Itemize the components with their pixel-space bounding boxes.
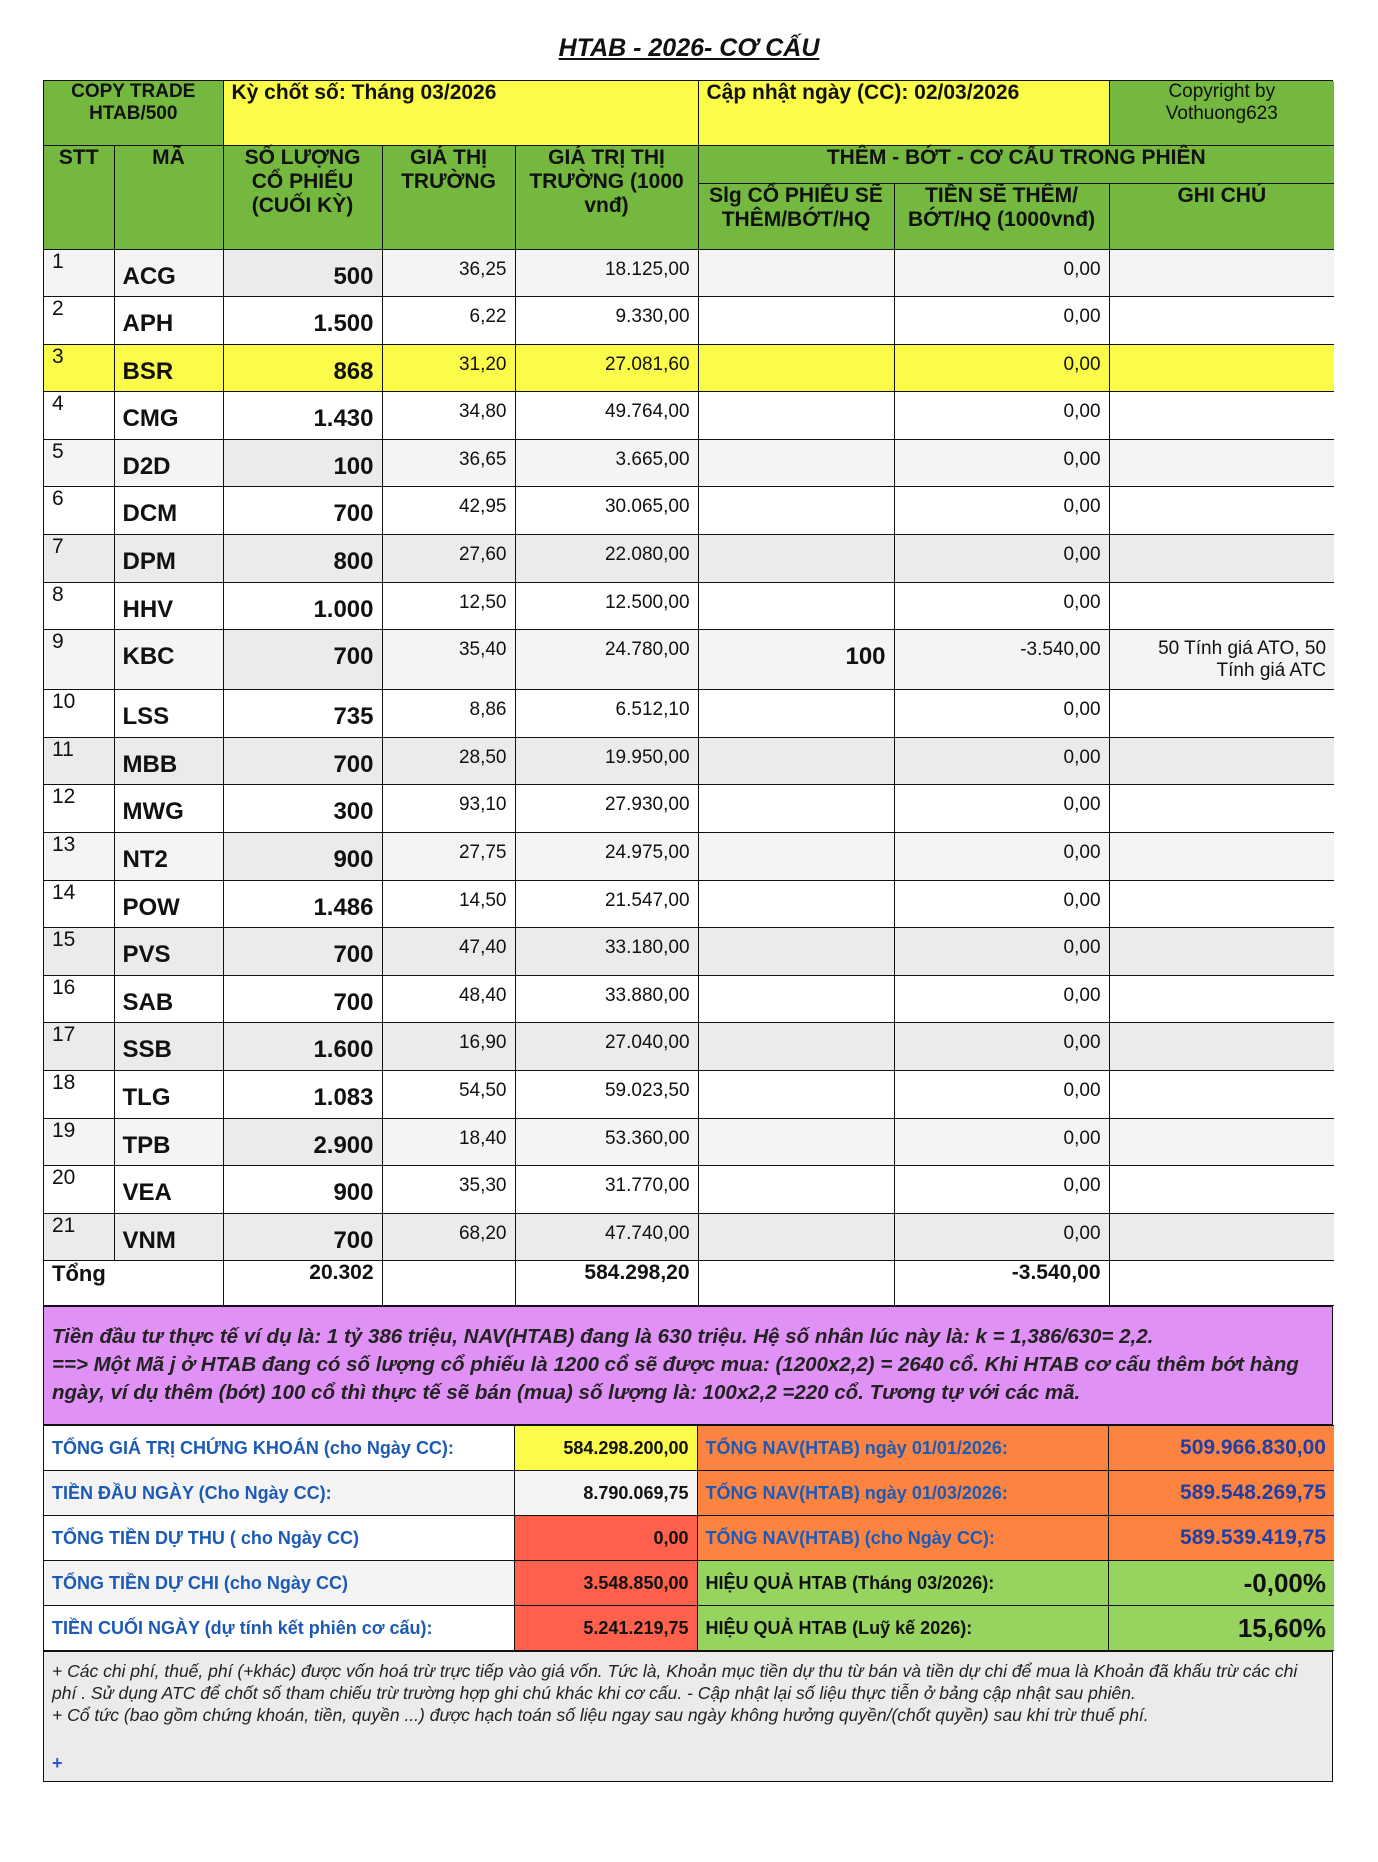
row-gia: 36,25 [382, 249, 515, 297]
footer-note-2: + Cổ tức (bao gồm chứng khoán, tiền, quyền ...) được hạch toán số liệu ngay sau ngày không hưởng quyền/(chốt quyền) sau khi trừ thuế phí. [52, 1705, 1149, 1726]
table-row [44, 297, 1334, 345]
row-gia: 48,40 [382, 975, 515, 1023]
row-ghi-chu [1109, 1166, 1334, 1214]
total-label: Tổng [44, 1261, 223, 1306]
row-stt: 10 [44, 690, 114, 738]
copyright-label: Copyright by Vothuong623 [1109, 81, 1334, 145]
summary-table [44, 1425, 1334, 1651]
table-row [44, 690, 1334, 738]
row-gia: 18,40 [382, 1118, 515, 1166]
row-ma: ACG [114, 249, 223, 297]
row-stt: 9 [44, 630, 114, 690]
row-ghi-chu [1109, 928, 1334, 976]
row-gia: 28,50 [382, 737, 515, 785]
row-tien-them-bot: 0,00 [894, 1023, 1109, 1071]
row-so-luong: 700 [223, 1213, 382, 1261]
col-header-stt: STT [44, 145, 114, 249]
row-stt: 7 [44, 535, 114, 583]
row-ma: MWG [114, 785, 223, 833]
footer-note-1: + Các chi phí, thuế, phí (+khác) được vốn hoá trừ trực tiếp vào giá vốn. Tức là, Khoản mục tiền dự thu từ bán và tiền dự chi để mua là Khoản đã khấu trừ các chi phí . Sử dụng ATC để chốt số tham chiếu trừ trường hợp ghi chú khác khi cơ cấu. - Cập nhật lại số liệu thực tiễn ở bảng cập nhật sau phiên. [52, 1661, 1298, 1704]
row-gia-tri: 59.023,50 [515, 1071, 698, 1119]
col-group-them-bot: THÊM - BỚT - CƠ CẤU TRONG PHIÊN [698, 145, 1334, 183]
footer-plus: + [52, 1753, 63, 1774]
row-ghi-chu [1109, 785, 1334, 833]
row-so-luong: 700 [223, 928, 382, 976]
row-stt: 19 [44, 1118, 114, 1166]
row-ghi-chu [1109, 439, 1334, 487]
row-ghi-chu [1109, 297, 1334, 345]
table-row [44, 880, 1334, 928]
total-gia-tri: 584.298,20 [515, 1261, 698, 1306]
page-title: HTAB - 2026- CƠ CẤU [558, 34, 820, 62]
row-slg-them-bot [698, 928, 894, 976]
row-ma: APH [114, 297, 223, 345]
row-ma: MBB [114, 737, 223, 785]
row-ma: VNM [114, 1213, 223, 1261]
cap-nhat-ngay: Cập nhật ngày (CC): 02/03/2026 [698, 81, 1109, 145]
total-row [44, 1261, 1334, 1306]
row-ma: VEA [114, 1166, 223, 1214]
row-so-luong: 100 [223, 439, 382, 487]
row-so-luong: 1.083 [223, 1071, 382, 1119]
row-stt: 1 [44, 249, 114, 297]
row-gia: 54,50 [382, 1071, 515, 1119]
row-ghi-chu [1109, 535, 1334, 583]
row-ghi-chu [1109, 1023, 1334, 1071]
row-slg-them-bot [698, 535, 894, 583]
table-row [44, 439, 1334, 487]
row-slg-them-bot [698, 737, 894, 785]
portfolio-sheet [43, 80, 1333, 1782]
total-tien: -3.540,00 [894, 1261, 1109, 1306]
row-gia-tri: 24.780,00 [515, 630, 698, 690]
summary-left-label: TỔNG TIỀN DỰ CHI (cho Ngày CC) [44, 1561, 514, 1606]
row-gia-tri: 30.065,00 [515, 487, 698, 535]
table-row [44, 630, 1334, 690]
row-so-luong: 1.000 [223, 582, 382, 630]
row-ma: SAB [114, 975, 223, 1023]
row-stt: 17 [44, 1023, 114, 1071]
row-gia: 27,60 [382, 535, 515, 583]
row-stt: 11 [44, 737, 114, 785]
row-ghi-chu [1109, 1213, 1334, 1261]
row-so-luong: 2.900 [223, 1118, 382, 1166]
summary-left-label: TỔNG TIỀN DỰ THU ( cho Ngày CC) [44, 1516, 514, 1561]
footer-notes [44, 1651, 1332, 1781]
row-ma: CMG [114, 392, 223, 440]
row-so-luong: 1.430 [223, 392, 382, 440]
row-gia-tri: 31.770,00 [515, 1166, 698, 1214]
row-stt: 13 [44, 833, 114, 881]
row-gia: 42,95 [382, 487, 515, 535]
explanation-line-1: Tiền đầu tư thực tế ví dụ là: 1 tỷ 386 triệu, NAV(HTAB) đang là 630 triệu. Hệ số nhân lúc này là: k = 1,386/630= 2,2. [52, 1325, 1154, 1349]
row-ghi-chu [1109, 582, 1334, 630]
row-gia-tri: 53.360,00 [515, 1118, 698, 1166]
row-gia-tri: 33.180,00 [515, 928, 698, 976]
summary-left-value: 584.298.200,00 [514, 1426, 697, 1471]
row-slg-them-bot [698, 975, 894, 1023]
row-tien-them-bot: 0,00 [894, 582, 1109, 630]
row-so-luong: 1.486 [223, 880, 382, 928]
holdings-rows [44, 249, 1334, 1261]
summary-right-value: 15,60% [1108, 1606, 1334, 1651]
row-ghi-chu [1109, 880, 1334, 928]
col-header-ghi-chu: GHI CHÚ [1109, 183, 1334, 249]
row-ma: SSB [114, 1023, 223, 1071]
row-slg-them-bot [698, 487, 894, 535]
row-so-luong: 900 [223, 833, 382, 881]
row-ghi-chu [1109, 975, 1334, 1023]
row-gia: 27,75 [382, 833, 515, 881]
row-tien-them-bot: 0,00 [894, 1166, 1109, 1214]
row-ghi-chu [1109, 344, 1334, 392]
row-gia-tri: 19.950,00 [515, 737, 698, 785]
row-tien-them-bot: 0,00 [894, 344, 1109, 392]
row-tien-them-bot: 0,00 [894, 880, 1109, 928]
row-gia: 93,10 [382, 785, 515, 833]
table-row [44, 1118, 1334, 1166]
row-slg-them-bot [698, 249, 894, 297]
table-row [44, 1213, 1334, 1261]
row-ma: DCM [114, 487, 223, 535]
row-slg-them-bot [698, 1071, 894, 1119]
row-so-luong: 700 [223, 487, 382, 535]
row-ma: TPB [114, 1118, 223, 1166]
row-tien-them-bot: 0,00 [894, 975, 1109, 1023]
summary-right-value: -0,00% [1108, 1561, 1334, 1606]
row-gia-tri: 24.975,00 [515, 833, 698, 881]
row-stt: 20 [44, 1166, 114, 1214]
row-gia-tri: 22.080,00 [515, 535, 698, 583]
table-row [44, 487, 1334, 535]
summary-left-value: 8.790.069,75 [514, 1471, 697, 1516]
total-so-luong: 20.302 [223, 1261, 382, 1306]
row-slg-them-bot [698, 297, 894, 345]
row-so-luong: 700 [223, 975, 382, 1023]
row-slg-them-bot [698, 392, 894, 440]
table-row [44, 737, 1334, 785]
row-ghi-chu [1109, 487, 1334, 535]
row-gia-tri: 33.880,00 [515, 975, 698, 1023]
summary-right-value: 589.539.419,75 [1108, 1516, 1334, 1561]
row-stt: 12 [44, 785, 114, 833]
table-row [44, 1023, 1334, 1071]
row-gia: 47,40 [382, 928, 515, 976]
col-header-slg-cp: Slg CỔ PHIẾU SẼ THÊM/BỚT/HQ [698, 183, 894, 249]
holdings-table [44, 81, 1334, 1306]
row-tien-them-bot: 0,00 [894, 392, 1109, 440]
summary-right-value: 509.966.830,00 [1108, 1426, 1334, 1471]
row-gia: 12,50 [382, 582, 515, 630]
table-row [44, 1166, 1334, 1214]
row-so-luong: 868 [223, 344, 382, 392]
row-gia-tri: 6.512,10 [515, 690, 698, 738]
row-ma: D2D [114, 439, 223, 487]
row-gia-tri: 49.764,00 [515, 392, 698, 440]
summary-right-label: HIỆU QUẢ HTAB (Tháng 03/2026): [697, 1561, 1108, 1606]
row-gia: 35,40 [382, 630, 515, 690]
summary-row [44, 1426, 1334, 1471]
row-stt: 15 [44, 928, 114, 976]
col-header-so-luong: SỐ LƯỢNG CỔ PHIẾU (CUỐI KỲ) [223, 145, 382, 249]
table-row [44, 928, 1334, 976]
table-row [44, 344, 1334, 392]
row-stt: 14 [44, 880, 114, 928]
row-tien-them-bot: 0,00 [894, 737, 1109, 785]
row-ma: KBC [114, 630, 223, 690]
row-ghi-chu [1109, 833, 1334, 881]
row-ghi-chu [1109, 1071, 1334, 1119]
row-tien-them-bot: 0,00 [894, 439, 1109, 487]
row-stt: 16 [44, 975, 114, 1023]
row-tien-them-bot: 0,00 [894, 833, 1109, 881]
row-stt: 5 [44, 439, 114, 487]
row-slg-them-bot [698, 1166, 894, 1214]
row-gia: 16,90 [382, 1023, 515, 1071]
summary-right-label: TỔNG NAV(HTAB) ngày 01/03/2026: [697, 1471, 1108, 1516]
row-stt: 18 [44, 1071, 114, 1119]
table-row [44, 1071, 1334, 1119]
row-stt: 8 [44, 582, 114, 630]
row-tien-them-bot: 0,00 [894, 297, 1109, 345]
row-slg-them-bot [698, 582, 894, 630]
table-row [44, 975, 1334, 1023]
row-slg-them-bot [698, 1118, 894, 1166]
row-tien-them-bot: -3.540,00 [894, 630, 1109, 690]
row-ghi-chu [1109, 737, 1334, 785]
row-gia: 14,50 [382, 880, 515, 928]
row-gia-tri: 27.040,00 [515, 1023, 698, 1071]
row-ma: POW [114, 880, 223, 928]
row-gia-tri: 9.330,00 [515, 297, 698, 345]
row-so-luong: 1.600 [223, 1023, 382, 1071]
row-tien-them-bot: 0,00 [894, 690, 1109, 738]
ky-chot-so: Kỳ chốt số: Tháng 03/2026 [223, 81, 698, 145]
row-ma: BSR [114, 344, 223, 392]
explanation-box [44, 1306, 1332, 1425]
row-so-luong: 735 [223, 690, 382, 738]
row-gia-tri: 18.125,00 [515, 249, 698, 297]
row-tien-them-bot: 0,00 [894, 785, 1109, 833]
row-ma: DPM [114, 535, 223, 583]
row-gia-tri: 12.500,00 [515, 582, 698, 630]
banner-row [44, 81, 1334, 145]
summary-left-value: 3.548.850,00 [514, 1561, 697, 1606]
row-ghi-chu: 50 Tính giá ATO, 50 Tính giá ATC [1109, 630, 1334, 690]
row-gia: 34,80 [382, 392, 515, 440]
summary-right-label: HIỆU QUẢ HTAB (Luỹ kế 2026): [697, 1606, 1108, 1651]
row-so-luong: 700 [223, 737, 382, 785]
total-note-empty [1109, 1261, 1334, 1306]
row-so-luong: 700 [223, 630, 382, 690]
summary-left-label: TỔNG GIÁ TRỊ CHỨNG KHOÁN (cho Ngày CC): [44, 1426, 514, 1471]
row-gia: 35,30 [382, 1166, 515, 1214]
row-so-luong: 1.500 [223, 297, 382, 345]
row-stt: 2 [44, 297, 114, 345]
row-gia-tri: 3.665,00 [515, 439, 698, 487]
summary-right-label: TỔNG NAV(HTAB) ngày 01/01/2026: [697, 1426, 1108, 1471]
row-gia: 6,22 [382, 297, 515, 345]
row-gia: 68,20 [382, 1213, 515, 1261]
summary-row [44, 1561, 1334, 1606]
row-so-luong: 800 [223, 535, 382, 583]
row-slg-them-bot [698, 785, 894, 833]
row-gia: 36,65 [382, 439, 515, 487]
row-ma: HHV [114, 582, 223, 630]
row-slg-them-bot [698, 344, 894, 392]
row-gia-tri: 27.930,00 [515, 785, 698, 833]
header-row-1 [44, 145, 1334, 183]
summary-left-label: TIỀN ĐẦU NGÀY (Cho Ngày CC): [44, 1471, 514, 1516]
row-tien-them-bot: 0,00 [894, 1118, 1109, 1166]
row-gia: 8,86 [382, 690, 515, 738]
total-gia-empty [382, 1261, 515, 1306]
row-ma: LSS [114, 690, 223, 738]
row-tien-them-bot: 0,00 [894, 249, 1109, 297]
row-so-luong: 900 [223, 1166, 382, 1214]
summary-left-label: TIỀN CUỐI NGÀY (dự tính kết phiên cơ cấu): [44, 1606, 514, 1651]
row-slg-them-bot [698, 1023, 894, 1071]
row-stt: 6 [44, 487, 114, 535]
row-tien-them-bot: 0,00 [894, 535, 1109, 583]
total-slg-empty [698, 1261, 894, 1306]
row-stt: 4 [44, 392, 114, 440]
summary-row [44, 1606, 1334, 1651]
summary-row [44, 1516, 1334, 1561]
table-row [44, 785, 1334, 833]
row-ma: TLG [114, 1071, 223, 1119]
explanation-line-2: ==> Một Mã j ở HTAB đang có số lượng cổ phiếu là 1200 cổ sẽ được mua: (1200x2,2) = 2640 cổ. Khi HTAB cơ cấu thêm bớt hàng ngày, ví dụ thêm (bớt) 100 cổ thì thực tế sẽ bán (mua) số lượng là: 100x2,2 =220 cổ. Tương tự với các mã. [52, 1353, 1299, 1405]
summary-left-value: 0,00 [514, 1516, 697, 1561]
row-gia: 31,20 [382, 344, 515, 392]
row-so-luong: 300 [223, 785, 382, 833]
summary-right-label: TỔNG NAV(HTAB) (cho Ngày CC): [697, 1516, 1108, 1561]
row-tien-them-bot: 0,00 [894, 487, 1109, 535]
row-ma: NT2 [114, 833, 223, 881]
row-slg-them-bot: 100 [698, 630, 894, 690]
row-tien-them-bot: 0,00 [894, 1071, 1109, 1119]
copy-trade-label: COPY TRADE HTAB/500 [44, 81, 223, 145]
row-stt: 21 [44, 1213, 114, 1261]
table-row [44, 535, 1334, 583]
row-ghi-chu [1109, 1118, 1334, 1166]
row-tien-them-bot: 0,00 [894, 928, 1109, 976]
table-row [44, 392, 1334, 440]
row-gia-tri: 21.547,00 [515, 880, 698, 928]
table-row [44, 582, 1334, 630]
row-ghi-chu [1109, 249, 1334, 297]
table-row [44, 833, 1334, 881]
col-header-tien-se-them: TIỀN SẼ THÊM/ BỚT/HQ (1000vnđ) [894, 183, 1109, 249]
summary-right-value: 589.548.269,75 [1108, 1471, 1334, 1516]
row-ghi-chu [1109, 690, 1334, 738]
row-gia-tri: 27.081,60 [515, 344, 698, 392]
row-slg-them-bot [698, 833, 894, 881]
row-slg-them-bot [698, 690, 894, 738]
col-header-gia-thi-truong: GIÁ THỊ TRƯỜNG [382, 145, 515, 249]
row-slg-them-bot [698, 880, 894, 928]
row-stt: 3 [44, 344, 114, 392]
row-gia-tri: 47.740,00 [515, 1213, 698, 1261]
row-slg-them-bot [698, 1213, 894, 1261]
row-tien-them-bot: 0,00 [894, 1213, 1109, 1261]
summary-row [44, 1471, 1334, 1516]
col-header-ma: MÃ [114, 145, 223, 249]
row-slg-them-bot [698, 439, 894, 487]
row-so-luong: 500 [223, 249, 382, 297]
row-ghi-chu [1109, 392, 1334, 440]
summary-left-value: 5.241.219,75 [514, 1606, 697, 1651]
row-ma: PVS [114, 928, 223, 976]
col-header-gia-tri-thi-truong: GIÁ TRỊ THỊ TRƯỜNG (1000 vnđ) [515, 145, 698, 249]
table-row [44, 249, 1334, 297]
